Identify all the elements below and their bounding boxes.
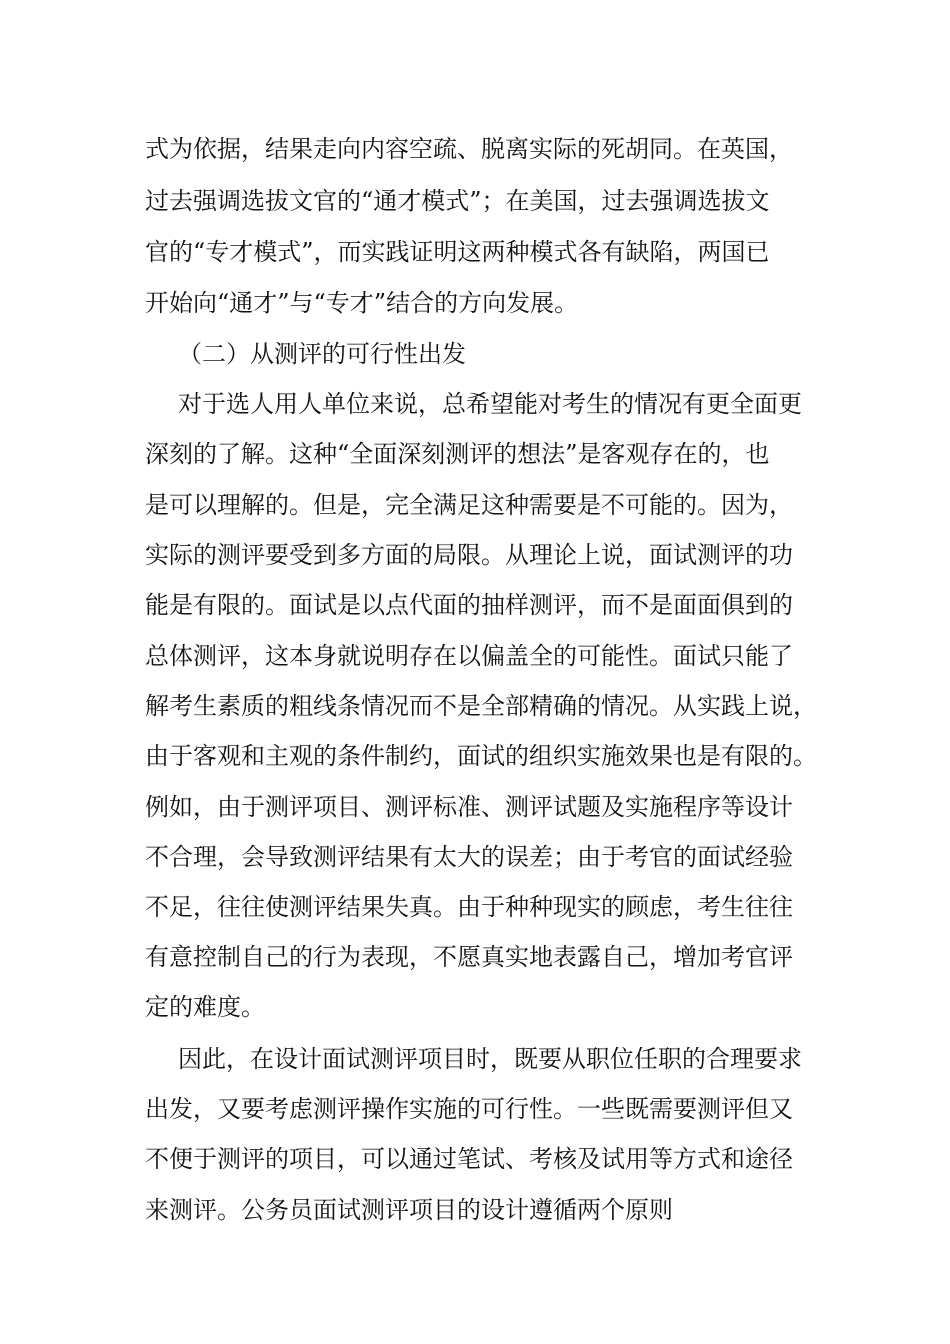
paragraph-line: 不合理，会导致测评结果有太大的误差；由于考官的面试经验 — [145, 843, 793, 871]
paragraph-line: 不便于测评的项目，可以通过笔试、考核及试用等方式和途径 — [145, 1145, 793, 1173]
paragraph-line: 解考生素质的粗线条情况而不是全部精确的情况。从实践上说， — [145, 692, 817, 720]
paragraph-line: 来测评。公务员面试测评项目的设计遵循两个原则 — [145, 1196, 673, 1224]
paragraph-line: 不足，往往使测评结果失真。由于种种现实的顾虑，考生往往 — [145, 893, 793, 921]
paragraph-line: 能是有限的。面试是以点代面的抽样测评，而不是面面俱到的 — [145, 591, 793, 619]
paragraph-line: 式为依据，结果走向内容空疏、脱离实际的死胡同。在英国， — [145, 135, 793, 163]
paragraph-line: 例如，由于测评项目、测评标准、测评试题及实施程序等设计 — [145, 793, 793, 821]
paragraph-line: 出发，又要考虑测评操作实施的可行性。一些既需要测评但又 — [145, 1095, 793, 1123]
paragraph-line: 过去强调选拔文官的“通才模式”；在美国，过去强调选拔文 — [145, 187, 770, 215]
paragraph-line: 定的难度。 — [145, 993, 265, 1021]
paragraph-line: 由于客观和主观的条件制约，面试的组织实施效果也是有限的。 — [145, 742, 817, 770]
paragraph-line: 实际的测评要受到多方面的局限。从理论上说，面试测评的功 — [145, 541, 793, 569]
section-heading: （二）从测评的可行性出发 — [178, 340, 466, 368]
paragraph-line: 官的“专才模式”，而实践证明这两种模式各有缺陷，两国已 — [145, 238, 770, 266]
paragraph-line: 因此，在设计面试测评项目时，既要从职位任职的合理要求 — [178, 1045, 802, 1073]
paragraph-line: 是可以理解的。但是，完全满足这种需要是不可能的。因为， — [145, 491, 793, 519]
paragraph-line: 对于选人用人单位来说，总希望能对考生的情况有更全面更 — [178, 390, 802, 418]
paragraph-line: 深刻的了解。这种“全面深刻测评的想法”是客观存在的，也 — [145, 440, 770, 468]
paragraph-line: 有意控制自己的行为表现，不愿真实地表露自己，增加考官评 — [145, 943, 793, 971]
paragraph-line: 开始向“通才”与“专才”结合的方向发展。 — [145, 289, 579, 317]
paragraph-line: 总体测评，这本身就说明存在以偏盖全的可能性。面试只能了 — [145, 642, 793, 670]
